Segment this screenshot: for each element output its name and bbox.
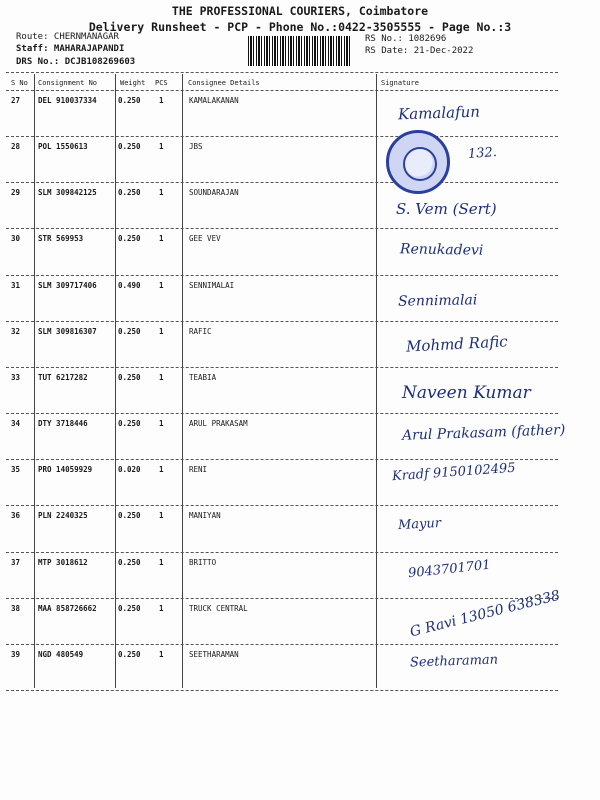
col-divider — [376, 74, 377, 688]
header-bottom-rule — [6, 90, 558, 91]
row-consignment-no: SLM 309816307 — [38, 326, 97, 336]
row-weight: 0.250 — [118, 188, 141, 198]
row-pcs: 1 — [159, 557, 164, 567]
row-consignment-no: PLN 2240325 — [38, 511, 88, 521]
row-sno: 27 — [11, 96, 21, 105]
row-signature: Kradf 9150102495 — [391, 460, 517, 485]
row-consignment-no: SLM 309842125 — [38, 188, 97, 198]
delivery-stamp — [386, 130, 450, 194]
row-signature: S. Vem (Sert) — [396, 200, 497, 219]
row-consignee: JBS — [189, 142, 203, 152]
row-consignment-no: SLM 309717406 — [38, 280, 97, 290]
table-top-rule — [6, 72, 558, 73]
row-divider — [6, 275, 558, 276]
row-signature: 9043701701 — [407, 557, 492, 581]
row-consignee: SOUNDARAJAN — [189, 188, 239, 198]
row-divider — [6, 552, 558, 553]
row-consignee: SENNIMALAI — [189, 280, 235, 290]
row-signature: Naveen Kumar — [402, 382, 531, 403]
row-consignee: TEABIA — [189, 372, 217, 382]
row-pcs: 1 — [159, 419, 164, 429]
row-signature: Mayur — [397, 516, 442, 534]
row-divider — [6, 598, 558, 599]
row-sno: 33 — [11, 372, 21, 382]
runsheet-title: THE PROFESSIONAL COURIERS, Coimbatore — [171, 4, 429, 18]
row-divider — [6, 182, 558, 183]
row-divider — [6, 367, 558, 368]
col-divider — [34, 74, 35, 688]
row-weight: 0.490 — [118, 280, 141, 290]
row-weight: 0.250 — [118, 96, 141, 105]
col-header-weight: Weight — [120, 79, 146, 87]
runsheet-subtitle: Delivery Runsheet - PCP - Phone No.:0422-3505555 - Page No.:3 — [88, 20, 512, 34]
row-weight: 0.250 — [118, 234, 141, 244]
row-weight: 0.250 — [118, 603, 141, 613]
row-pcs: 1 — [159, 372, 164, 382]
row-sno: 32 — [11, 326, 21, 336]
row-consignee: BRITTO — [189, 557, 217, 567]
col-divider — [115, 74, 116, 688]
row-signature: Kamalafun — [397, 102, 481, 124]
col-header-sno: S No — [11, 79, 28, 87]
col-header-signature: Signature — [381, 79, 419, 87]
row-pcs: 1 — [159, 465, 164, 475]
col-header-consignee: Consignee Details — [188, 79, 260, 87]
row-pcs: 1 — [159, 603, 164, 613]
row-signature: Renukadevi — [399, 241, 484, 260]
col-header-consignment: Consignment No — [38, 79, 98, 87]
row-consignment-no: TUT 6217282 — [38, 372, 88, 382]
row-divider — [6, 413, 558, 414]
row-sno: 28 — [11, 142, 21, 152]
drs-number: DRS No.: DCJB108269603 — [16, 57, 136, 67]
row-signature: Sennimalai — [397, 291, 478, 310]
row-consignee: KAMALAKANAN — [189, 96, 239, 105]
row-signature: Seetharaman — [409, 652, 499, 671]
row-weight: 0.250 — [118, 419, 141, 429]
route-label: Route: CHERNMANAGAR — [16, 32, 119, 42]
row-pcs: 1 — [159, 511, 164, 521]
col-divider — [182, 74, 183, 688]
barcode — [248, 36, 350, 66]
row-consignee: RAFIC — [189, 326, 212, 336]
row-signature: G Ravi 13050 638338 — [408, 587, 562, 641]
row-sno: 31 — [11, 280, 21, 290]
row-sno: 30 — [11, 234, 21, 244]
row-pcs: 1 — [159, 142, 164, 152]
row-sno: 36 — [11, 511, 21, 521]
row-divider — [6, 690, 558, 691]
row-weight: 0.250 — [118, 142, 141, 152]
row-sno: 29 — [11, 188, 21, 198]
row-divider — [6, 321, 558, 322]
row-sno: 39 — [11, 649, 21, 659]
row-consignment-no: DEL 910037334 — [38, 96, 97, 105]
row-divider — [6, 228, 558, 229]
row-consignee: GEE VEV — [189, 234, 221, 244]
row-signature: 132. — [467, 145, 498, 163]
row-sno: 37 — [11, 557, 21, 567]
row-consignment-no: MTP 3018612 — [38, 557, 88, 567]
row-consignee: SEETHARAMAN — [189, 649, 239, 659]
row-weight: 0.250 — [118, 557, 141, 567]
row-weight: 0.250 — [118, 372, 141, 382]
row-pcs: 1 — [159, 96, 164, 105]
row-pcs: 1 — [159, 326, 164, 336]
row-pcs: 1 — [159, 188, 164, 198]
row-sno: 34 — [11, 419, 21, 429]
row-consignee: TRUCK CENTRAL — [189, 603, 248, 613]
col-header-pcs: PCS — [155, 79, 168, 87]
row-consignment-no: PRO 14059929 — [38, 465, 93, 475]
row-signature: Mohmd Rafic — [405, 332, 509, 356]
staff-label: Staff: MAHARAJAPANDI — [16, 44, 125, 54]
rs-number: RS No.: 1082696 — [365, 34, 447, 44]
row-consignment-no: MAA 858726662 — [38, 603, 97, 613]
row-sno: 35 — [11, 465, 21, 475]
row-sno: 38 — [11, 603, 21, 613]
row-weight: 0.020 — [118, 465, 141, 475]
rs-date: RS Date: 21-Dec-2022 — [365, 46, 474, 56]
row-weight: 0.250 — [118, 649, 141, 659]
row-divider — [6, 459, 558, 460]
row-consignee: MANIYAN — [189, 511, 221, 521]
row-consignment-no: DTY 3718446 — [38, 419, 88, 429]
row-signature: Arul Prakasam (father) — [401, 422, 566, 444]
row-consignment-no: STR 569953 — [38, 234, 84, 244]
row-divider — [6, 644, 558, 645]
row-pcs: 1 — [159, 649, 164, 659]
row-consignee: RENI — [189, 465, 208, 475]
row-divider — [6, 505, 558, 506]
row-pcs: 1 — [159, 280, 164, 290]
row-weight: 0.250 — [118, 326, 141, 336]
row-consignee: ARUL PRAKASAM — [189, 419, 248, 429]
row-consignment-no: NGD 480549 — [38, 649, 84, 659]
row-divider — [6, 136, 558, 137]
row-consignment-no: POL 1550613 — [38, 142, 88, 152]
row-pcs: 1 — [159, 234, 164, 244]
row-weight: 0.250 — [118, 511, 141, 521]
